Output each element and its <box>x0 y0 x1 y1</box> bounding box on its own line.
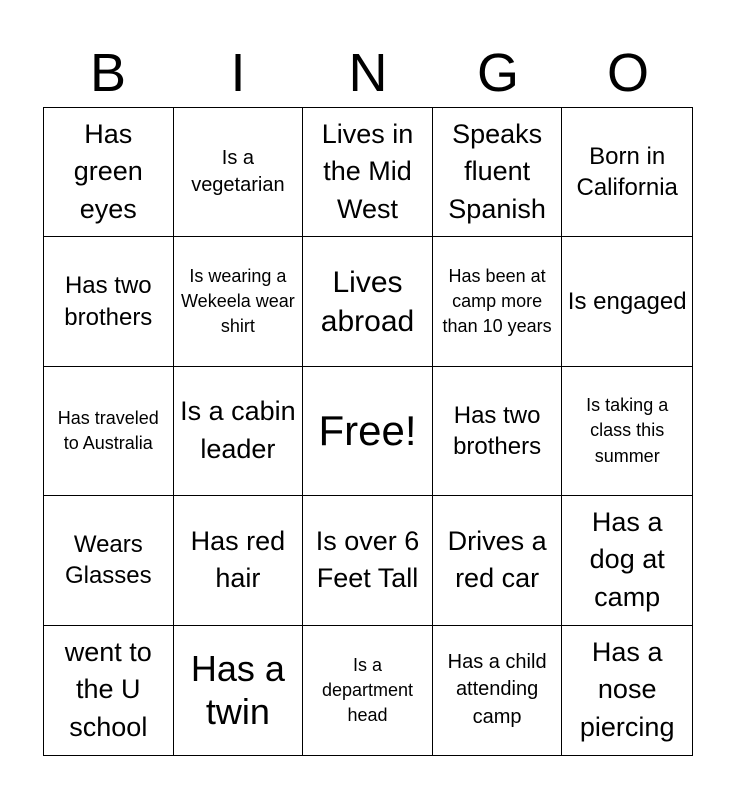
bingo-cell[interactable]: Has been at camp more than 10 years <box>433 237 563 366</box>
bingo-cell[interactable]: Has green eyes <box>44 108 174 237</box>
header-letter-b: B <box>89 43 127 103</box>
bingo-cell[interactable]: Has traveled to Australia <box>44 367 174 496</box>
bingo-cell[interactable]: Is taking a class this summer <box>562 367 692 496</box>
bingo-cell[interactable]: Has red hair <box>174 496 304 625</box>
bingo-cell[interactable]: Wears Glasses <box>44 496 174 625</box>
bingo-cell[interactable]: Is a vegetarian <box>174 108 304 237</box>
bingo-cell[interactable]: Born in California <box>562 108 692 237</box>
bingo-cell[interactable]: Is wearing a Wekeela wear shirt <box>174 237 304 366</box>
bingo-cell[interactable]: Has two brothers <box>44 237 174 366</box>
bingo-cell[interactable]: Speaks fluent Spanish <box>433 108 563 237</box>
bingo-cell[interactable]: Has two brothers <box>433 367 563 496</box>
header-letter-n: N <box>348 43 388 103</box>
bingo-cell[interactable]: Lives in the Mid West <box>303 108 433 237</box>
bingo-cell[interactable]: Lives abroad <box>303 237 433 366</box>
header-letter-g: G <box>476 43 519 103</box>
header-letter-o: O <box>606 43 649 103</box>
bingo-cell[interactable]: Drives a red car <box>433 496 563 625</box>
header-letter-i: I <box>230 43 246 103</box>
free-space[interactable]: Free! <box>303 367 433 496</box>
bingo-cell[interactable]: Is a department head <box>303 626 433 755</box>
bingo-cell[interactable]: Is engaged <box>562 237 692 366</box>
bingo-cell[interactable]: Is over 6 Feet Tall <box>303 496 433 625</box>
bingo-cell[interactable]: Is a cabin leader <box>174 367 304 496</box>
bingo-cell[interactable]: Has a dog at camp <box>562 496 692 625</box>
bingo-cell[interactable]: went to the U school <box>44 626 174 755</box>
bingo-cell[interactable]: Has a twin <box>174 626 304 755</box>
bingo-board <box>43 107 693 756</box>
bingo-cell[interactable]: Has a nose piercing <box>579 636 675 743</box>
bingo-header <box>43 40 693 106</box>
bingo-cell[interactable]: Has a child attending camp <box>433 626 563 755</box>
